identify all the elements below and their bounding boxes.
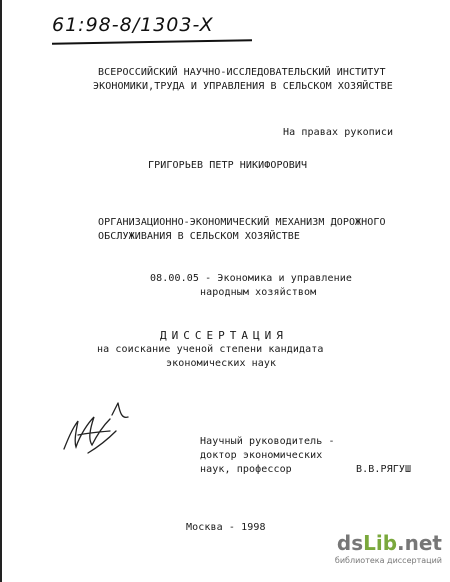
degree-line-1: на соискание ученой степени кандидата — [97, 344, 324, 355]
thesis-title-line-2: ОБСЛУЖИВАНИЯ В СЕЛЬСКОМ ХОЗЯЙСТВЕ — [98, 231, 300, 242]
logo-part-ds: ds — [336, 531, 364, 555]
supervisor-name: В.В.РЯГУШ — [356, 464, 412, 475]
thesis-title-line-1: ОРГАНИЗАЦИОННО-ЭКОНОМИЧЕСКИЙ МЕХАНИЗМ ДОРОЖНОГО — [98, 217, 386, 228]
watermark-subtitle: библиотека диссертаций — [334, 556, 442, 565]
document-type: ДИССЕРТАЦИЯ — [160, 329, 288, 342]
specialty-line-2: народным хозяйством — [200, 287, 317, 298]
specialty-line-1: 08.00.05 - Экономика и управление — [150, 273, 352, 284]
signature-stroke — [64, 403, 128, 453]
stamp-underline — [52, 39, 252, 44]
institute-line-1: ВСЕРОССИЙСКИЙ НАУЧНО-ИССЛЕДОВАТЕЛЬСКИЙ ИНСТИТУТ — [98, 67, 386, 78]
archive-stamp-text: 61:98-8/1303-X — [52, 14, 214, 36]
rights-notice: На правах рукописи — [283, 127, 394, 138]
degree-line-2: экономических наук — [166, 358, 277, 369]
supervisor-line-3: наук, профессор — [200, 464, 292, 475]
handwritten-signature — [58, 395, 148, 465]
institute-line-2: ЭКОНОМИКИ,ТРУДА И УПРАВЛЕНИЯ В СЕЛЬСКОМ ХОЗЯЙСТВЕ — [93, 81, 393, 92]
supervisor-line-1: Научный руководитель - — [200, 436, 335, 447]
supervisor-line-2: доктор экономических — [200, 450, 323, 461]
dslib-watermark — [332, 532, 442, 576]
archive-stamp — [52, 10, 262, 52]
city-year: Москва - 1998 — [186, 522, 266, 533]
page-edge — [0, 0, 2, 582]
logo-part-net: .net — [397, 531, 442, 555]
author-name: ГРИГОРЬЕВ ПЕТР НИКИФОРОВИЧ — [148, 160, 308, 171]
dslib-logo — [332, 532, 442, 554]
logo-part-lib: Lib — [363, 531, 398, 555]
